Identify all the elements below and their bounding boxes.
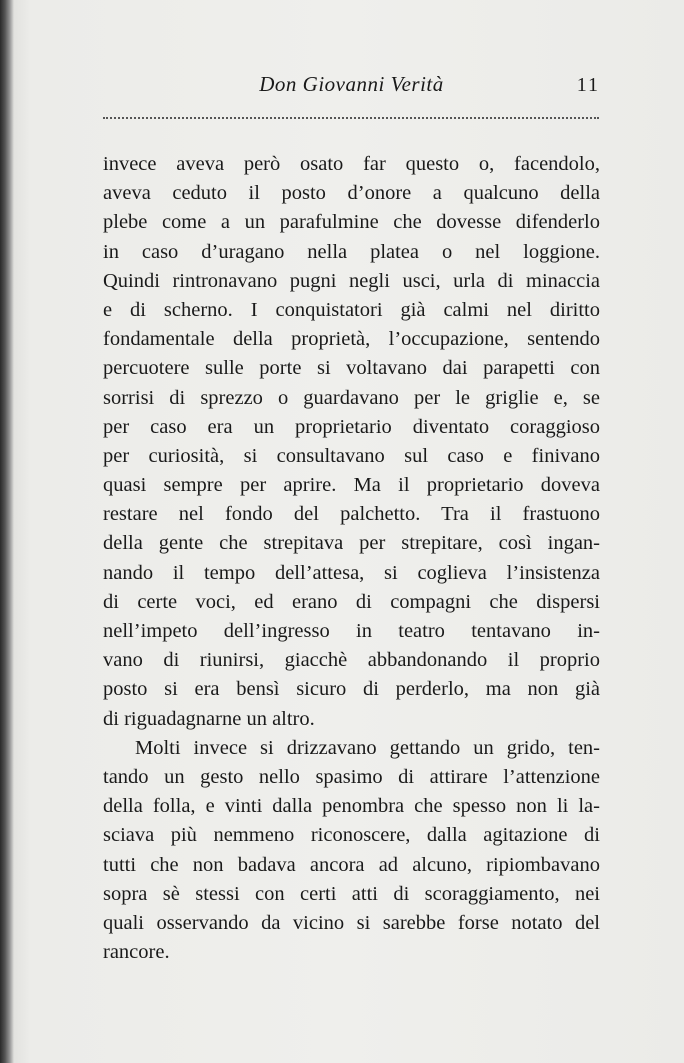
text-line: rancore. [103, 941, 170, 964]
text-line: e di scherno. I conquistatori già calmi nel diritto [103, 298, 600, 321]
text-line: sopra sè stessi con certi atti di scoraggiamento, nei [103, 882, 600, 905]
text-line: in caso d’uragano nella platea o nel loggione. [103, 240, 600, 263]
text-line: per curiosità, si consultavano sul caso e finivano [103, 444, 600, 467]
text-line: Quindi rintronavano pugni negli usci, urla di minaccia [103, 269, 600, 292]
page-number: 11 [576, 74, 600, 96]
text-line: tando un gesto nello spasimo di attirare l’attenzione [103, 765, 600, 788]
text-line: fondamentale della proprietà, l’occupazione, sentendo [103, 328, 600, 351]
running-title: Don Giovanni Verità [259, 72, 444, 96]
header-dotted-rule [103, 117, 599, 119]
text-line: della folla, e vinti dalla penombra che spesso non li la- [103, 795, 600, 818]
text-line: di certe voci, ed erano di compagni che dispersi [103, 590, 600, 613]
text-line: quali osservando da vicino si sarebbe forse notato del [103, 911, 600, 934]
text-line: sorrisi di sprezzo o guardavano per le griglie e, se [103, 386, 600, 409]
text-line: invece aveva però osato far questo o, facendolo, [103, 153, 600, 175]
text-line: posto si era bensì sicuro di perderlo, ma non già [103, 678, 600, 701]
text-line: plebe come a un parafulmine che dovesse difenderlo [103, 211, 600, 234]
text-line: per caso era un proprietario diventato coraggioso [103, 415, 600, 438]
text-line: Molti invece si drizzavano gettando un grido, ten- [135, 736, 600, 759]
text-line: nell’impeto dell’ingresso in teatro tentavano in- [103, 620, 600, 642]
text-line: tutti che non badava ancora ad alcuno, ripiombavano [103, 853, 600, 876]
text-line: della gente che strepitava per strepitare, così ingan- [103, 532, 600, 555]
text-line: di riguadagnarne un altro. [103, 707, 315, 730]
text-line: restare nel fondo del palchetto. Tra il frastuono [103, 503, 600, 526]
page-binding-edge [0, 0, 14, 1063]
paragraph-1 [103, 150, 600, 734]
paragraph-2 [103, 734, 600, 968]
text-line: aveva ceduto il posto d’onore a qualcuno della [103, 182, 600, 205]
running-head [103, 72, 600, 102]
body-text [103, 150, 600, 967]
text-line: sciava più nemmeno riconoscere, dalla agitazione di [103, 824, 600, 847]
text-line: vano di riunirsi, giacchè abbandonando il proprio [103, 649, 600, 672]
text-line: quasi sempre per aprire. Ma il proprietario doveva [103, 474, 600, 497]
text-line: percuotere sulle porte si voltavano dai parapetti con [103, 357, 600, 380]
text-line: nando il tempo dell’attesa, si coglieva l’insistenza [103, 561, 600, 584]
